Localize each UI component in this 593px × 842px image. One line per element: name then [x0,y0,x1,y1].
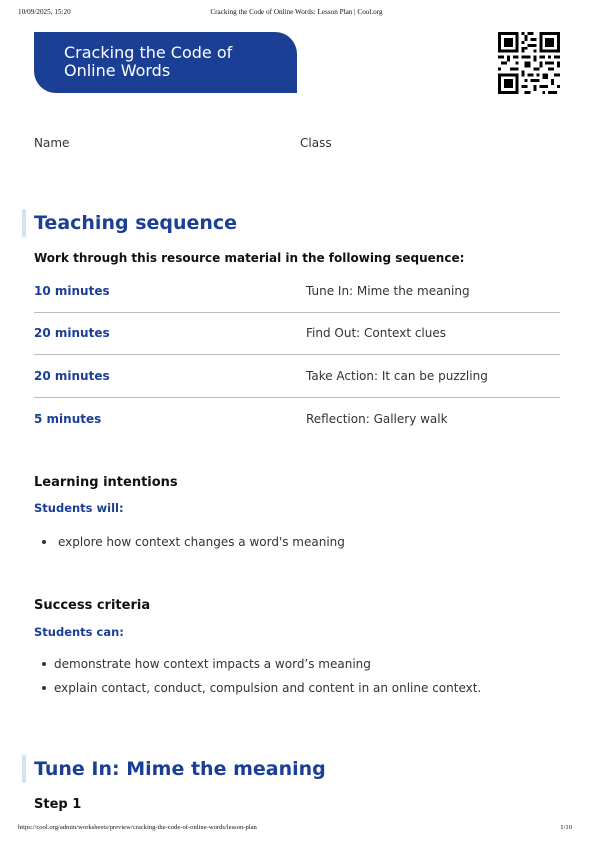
list-item: demonstrate how context impacts a word’s meaning [42,657,481,681]
print-doc-title: Cracking the Code of Online Words: Lesson Plan | Cool.org [210,8,383,16]
tune-in-heading [22,755,326,783]
sequence-activity: Tune In: Mime the meaning [306,283,470,298]
sequence-row [34,313,560,356]
success-criteria-list [42,657,481,705]
print-url: https://cool.org/admin/worksheets/preview/cracking-the-code-of-online-words/lesson-plan [18,824,257,831]
heading-accent-bar [22,755,26,783]
sequence-row [34,270,560,313]
lesson-title-banner [34,32,297,93]
lesson-title-line-2: Online Words [64,61,171,80]
sequence-activity: Reflection: Gallery walk [306,411,448,426]
sequence-row [34,355,560,398]
print-header [0,8,593,20]
sequence-table [34,270,560,440]
print-footer [0,824,593,836]
heading-accent-bar [22,209,26,237]
list-item: explore how context changes a word's meaning [42,535,345,559]
sequence-duration: 10 minutes [34,283,110,298]
learning-intentions-lead: Students will: [34,501,124,515]
sequence-activity: Take Action: It can be puzzling [306,368,488,383]
step-heading: Step 1 [34,797,82,812]
tune-in-title: Tune In: Mime the meaning [34,758,326,780]
sequence-intro: Work through this resource material in the following sequence: [34,251,465,265]
class-field-label: Class [300,136,332,150]
name-field-label: Name [34,136,70,150]
success-criteria-lead: Students can: [34,625,124,639]
sequence-row [34,398,560,441]
teaching-sequence-title: Teaching sequence [34,212,238,234]
teaching-sequence-heading [22,209,237,237]
sequence-duration: 20 minutes [34,326,110,341]
success-criteria-heading: Success criteria [34,598,151,613]
sequence-activity: Find Out: Context clues [306,326,447,341]
print-datetime: 10/09/2025, 15:20 [18,8,71,16]
lesson-title-line-1: Cracking the Code of [64,43,233,62]
sequence-duration: 20 minutes [34,368,110,383]
list-item: explain contact, conduct, compulsion and content in an online context. [42,681,481,705]
page-number: 1/10 [560,824,572,831]
qr-code-icon [498,32,560,94]
sequence-duration: 5 minutes [34,411,102,426]
learning-intentions-list [42,535,345,559]
learning-intentions-heading: Learning intentions [34,475,178,490]
